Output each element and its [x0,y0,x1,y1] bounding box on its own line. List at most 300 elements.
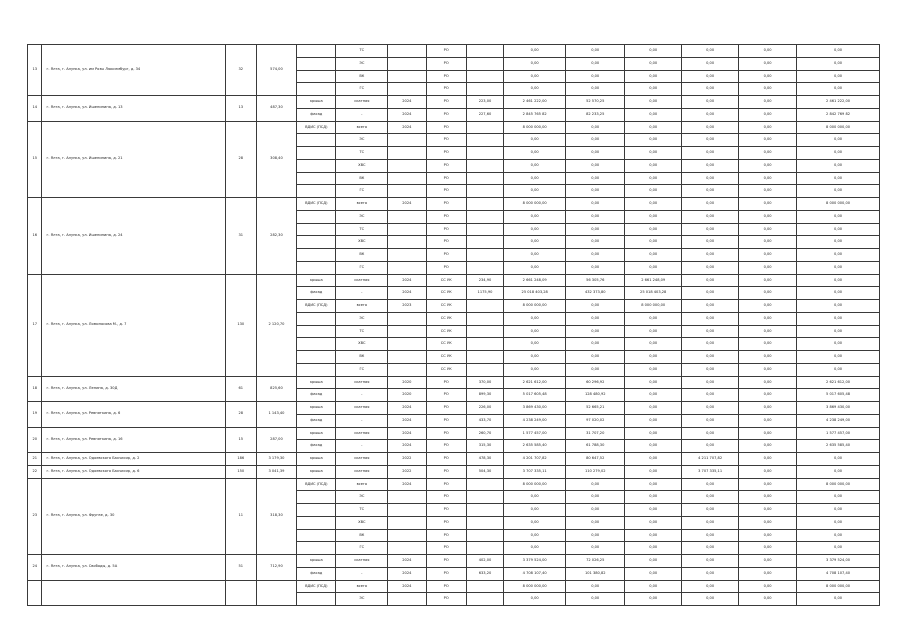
year-cell: 2024 [388,427,426,440]
area-cell: 287,00 [256,427,296,453]
address-cell: г. Ялта, г. Алупка, ул. Одоевского Бахчисир, д. 2 [42,453,225,466]
method-cell: РО [426,70,466,83]
fund-a-cell: 0,00 [625,555,682,568]
method-cell: РО [426,159,466,172]
cost-cell: 3 707 335,11 [504,465,566,478]
fund-a-cell: 0,00 [625,440,682,453]
fund-a-cell: 0,00 [625,236,682,249]
unit-cost-cell: 52 665,21 [566,402,625,415]
volume-cell [466,83,503,96]
cost-cell: 0,00 [504,249,566,262]
method-cell: РО [426,465,466,478]
method-cell: РО [426,516,466,529]
year-cell: 2024 [388,580,426,593]
volume-cell [466,121,503,134]
fund-c-cell: 0,00 [739,185,797,198]
volume-cell [466,147,503,160]
cost-cell: 0,00 [504,210,566,223]
fund-b-cell: 0,00 [682,555,739,568]
apartments-count-cell [225,580,256,606]
fund-b-cell: 0,00 [682,351,739,364]
unit-cost-cell: 0,00 [566,261,625,274]
volume-cell: 899,30 [466,389,503,402]
volume-cell [466,185,503,198]
year-cell: 2023 [388,300,426,313]
work-subtype-cell: ЭС [336,593,388,606]
fund-d-cell: 0,00 [797,300,880,313]
fund-a-cell: 0,00 [625,363,682,376]
work-type-cell: крыша [297,465,336,478]
unit-cost-cell: 31 707,20 [566,427,625,440]
unit-cost-cell: 0,00 [566,363,625,376]
fund-d-cell: 0,00 [797,134,880,147]
fund-d-cell: 4 238 249,00 [797,414,880,427]
work-subtype-cell: всего [336,300,388,313]
method-cell: РО [426,504,466,517]
fund-c-cell: 0,00 [739,249,797,262]
fund-b-cell: 0,00 [682,542,739,555]
unit-cost-cell: 0,00 [566,134,625,147]
work-type-cell [297,83,336,96]
unit-cost-cell: 0,00 [566,147,625,160]
fund-a-cell: 0,00 [625,249,682,262]
apartments-count-cell: 61 [225,376,256,402]
work-type-cell: ВДИС (ПСД) [297,478,336,491]
row-number-cell: 15 [28,121,42,198]
fund-d-cell: 0,00 [797,45,880,58]
fund-b-cell: 0,00 [682,376,739,389]
unit-cost-cell: 0,00 [566,312,625,325]
year-cell [388,83,426,96]
fund-c-cell: 0,00 [739,147,797,160]
address-cell: г. Ялта, г. Алупка, ул. Ишенинина, д. 24 [42,198,225,275]
unit-cost-cell: 56 305,76 [566,274,625,287]
fund-d-cell: 0,00 [797,325,880,338]
unit-cost-cell: 0,00 [566,236,625,249]
volume-cell [466,312,503,325]
fund-a-cell: 0,00 [625,453,682,466]
volume-cell [466,351,503,364]
work-type-cell [297,223,336,236]
year-cell [388,45,426,58]
work-type-cell: крыша [297,376,336,389]
volume-cell: 504,30 [466,465,503,478]
fund-c-cell: 0,00 [739,261,797,274]
fund-c-cell: 0,00 [739,223,797,236]
area-cell: 1 143,40 [256,402,296,428]
unit-cost-cell: 0,00 [566,57,625,70]
fund-b-cell: 0,00 [682,121,739,134]
cost-cell: 0,00 [504,338,566,351]
work-type-cell [297,325,336,338]
work-type-cell: крыша [297,274,336,287]
cost-cell: 0,00 [504,325,566,338]
cost-cell: 0,00 [504,363,566,376]
work-subtype-cell: ЭС [336,57,388,70]
fund-a-cell: 0,00 [625,159,682,172]
fund-d-cell: 0,00 [797,516,880,529]
fund-c-cell: 0,00 [739,83,797,96]
fund-c-cell: 0,00 [739,45,797,58]
fund-c-cell: 0,00 [739,465,797,478]
unit-cost-cell: 0,00 [566,210,625,223]
method-cell: РО [426,555,466,568]
unit-cost-cell: 0,00 [566,198,625,211]
method-cell: РО [426,580,466,593]
address-cell [42,580,225,606]
fund-b-cell: 0,00 [682,478,739,491]
fund-b-cell: 0,00 [682,427,739,440]
method-cell: РО [426,210,466,223]
fund-a-cell: 0,00 [625,198,682,211]
fund-c-cell: 0,00 [739,108,797,121]
unit-cost-cell: 82 233,25 [566,108,625,121]
fund-d-cell: 0,00 [797,542,880,555]
fund-d-cell: 0,00 [797,57,880,70]
fund-a-cell: 0,00 [625,108,682,121]
fund-a-cell: 0,00 [625,504,682,517]
row-number-cell: 19 [28,402,42,428]
cost-cell: 0,00 [504,504,566,517]
fund-b-cell: 0,00 [682,440,739,453]
fund-c-cell: 0,00 [739,96,797,109]
year-cell [388,338,426,351]
fund-d-cell: 0,00 [797,185,880,198]
method-cell: РО [426,249,466,262]
fund-c-cell: 0,00 [739,57,797,70]
year-cell: 2024 [388,478,426,491]
fund-c-cell: 0,00 [739,210,797,223]
work-type-cell: фасад [297,440,336,453]
volume-cell [466,45,503,58]
table-row [28,45,880,58]
fund-d-cell: 2 461 222,00 [797,96,880,109]
work-type-cell: фасад [297,287,336,300]
fund-c-cell: 0,00 [739,580,797,593]
cost-cell: 3 379 524,00 [504,555,566,568]
fund-c-cell: 0,00 [739,172,797,185]
fund-a-cell: 0,00 [625,325,682,338]
volume-cell [466,504,503,517]
work-type-cell [297,504,336,517]
method-cell: СС УК [426,274,466,287]
fund-d-cell: 1 577 457,00 [797,427,880,440]
work-type-cell [297,147,336,160]
work-subtype-cell: ХВС [336,159,388,172]
area-cell: 318,30 [256,478,296,555]
cost-cell: 0,00 [504,159,566,172]
fund-c-cell: 0,00 [739,440,797,453]
volume-cell [466,249,503,262]
fund-a-cell: 0,00 [625,478,682,491]
work-type-cell: фасад [297,414,336,427]
fund-a-cell: 0,00 [625,491,682,504]
work-type-cell [297,363,336,376]
fund-d-cell: 3 379 524,00 [797,555,880,568]
work-subtype-cell: ТС [336,147,388,160]
work-type-cell: крыша [297,453,336,466]
work-subtype-cell: всего [336,580,388,593]
cost-cell: 8 000 000,00 [504,300,566,313]
unit-cost-cell: 0,00 [566,249,625,262]
cost-cell: 4 708 107,40 [504,567,566,580]
year-cell [388,312,426,325]
method-cell: РО [426,108,466,121]
work-type-cell [297,185,336,198]
unit-cost-cell: 0,00 [566,185,625,198]
volume-cell: 478,30 [466,453,503,466]
fund-a-cell: 0,00 [625,83,682,96]
work-subtype-cell: ВК [336,70,388,83]
work-type-cell [297,57,336,70]
fund-c-cell: 0,00 [739,363,797,376]
apartments-count-cell: 15 [225,427,256,453]
fund-b-cell: 0,00 [682,363,739,376]
volume-cell [466,198,503,211]
fund-b-cell: 0,00 [682,402,739,415]
fund-a-cell: 0,00 [625,223,682,236]
fund-b-cell: 0,00 [682,223,739,236]
volume-cell [466,70,503,83]
fund-d-cell: 0,00 [797,70,880,83]
address-cell: г. Ялта, г. Алупка, ул. Одоевского Бахчисир, д. 6 [42,465,225,478]
work-subtype-cell: ХВС [336,236,388,249]
fund-d-cell: 0,00 [797,274,880,287]
cost-cell: 1 577 457,00 [504,427,566,440]
address-cell: г. Ялта, г. Алупка, ул. Ломоносова М., д. 7 [42,274,225,376]
work-type-cell [297,351,336,364]
row-number-cell: 16 [28,198,42,275]
apartments-count-cell: 11 [225,478,256,555]
volume-cell [466,159,503,172]
fund-a-cell: 0,00 [625,402,682,415]
apartments-count-cell: 150 [225,465,256,478]
fund-d-cell: 0,00 [797,312,880,325]
fund-d-cell: 0,00 [797,159,880,172]
area-cell: 825,60 [256,376,296,402]
apartments-count-cell: 51 [225,555,256,581]
fund-d-cell: 0,00 [797,261,880,274]
table-row [28,478,880,491]
fund-b-cell: 0,00 [682,567,739,580]
method-cell: РО [426,478,466,491]
year-cell [388,593,426,606]
method-cell: РО [426,402,466,415]
method-cell: СС УК [426,325,466,338]
work-type-cell: крыша [297,427,336,440]
fund-c-cell: 0,00 [739,453,797,466]
row-number-cell [28,580,42,606]
fund-b-cell: 0,00 [682,325,739,338]
table-row [28,427,880,440]
fund-d-cell: 0,00 [797,453,880,466]
work-type-cell [297,542,336,555]
unit-cost-cell: 80 647,52 [566,453,625,466]
work-subtype-cell: - [336,440,388,453]
work-subtype-cell: скатная [336,274,388,287]
unit-cost-cell: 60 296,92 [566,376,625,389]
cost-cell: 3 869 430,00 [504,402,566,415]
cost-cell: 0,00 [504,529,566,542]
cost-cell: 0,00 [504,261,566,274]
fund-a-cell: 0,00 [625,351,682,364]
work-subtype-cell: ЭС [336,210,388,223]
work-type-cell [297,491,336,504]
fund-b-cell: 0,00 [682,593,739,606]
fund-d-cell: 0,00 [797,223,880,236]
area-cell: 3 179,30 [256,453,296,466]
unit-cost-cell: 0,00 [566,159,625,172]
year-cell: 2022 [388,453,426,466]
fund-d-cell: 0,00 [797,172,880,185]
fund-a-cell: 0,00 [625,389,682,402]
cost-cell: 0,00 [504,223,566,236]
work-subtype-cell: ЭС [336,491,388,504]
unit-cost-cell: 0,00 [566,504,625,517]
year-cell [388,529,426,542]
fund-c-cell: 0,00 [739,567,797,580]
fund-c-cell: 0,00 [739,593,797,606]
address-cell: г. Ялта, г. Алупка, ул. Ревпяткина, д. 16 [42,427,225,453]
cost-cell: 0,00 [504,491,566,504]
work-subtype-cell: ВК [336,249,388,262]
fund-c-cell: 0,00 [739,300,797,313]
work-subtype-cell: ЭС [336,134,388,147]
unit-cost-cell: 0,00 [566,478,625,491]
volume-cell [466,363,503,376]
volume-cell [466,491,503,504]
unit-cost-cell: 128 480,92 [566,389,625,402]
row-number-cell: 24 [28,555,42,581]
work-type-cell [297,134,336,147]
work-type-cell: крыша [297,555,336,568]
work-type-cell [297,516,336,529]
fund-a-cell: 0,00 [625,45,682,58]
fund-b-cell: 0,00 [682,580,739,593]
fund-b-cell: 0,00 [682,57,739,70]
volume-cell [466,338,503,351]
unit-cost-cell: 0,00 [566,351,625,364]
work-subtype-cell: ТС [336,223,388,236]
fund-a-cell: 0,00 [625,96,682,109]
method-cell: РО [426,57,466,70]
method-cell: РО [426,491,466,504]
unit-cost-cell: 432 373,80 [566,287,625,300]
work-type-cell [297,338,336,351]
cost-cell: 8 000 000,00 [504,198,566,211]
year-cell [388,236,426,249]
table-row [28,580,880,593]
fund-a-cell: 0,00 [625,529,682,542]
unit-cost-cell: 61 788,30 [566,440,625,453]
volume-cell [466,134,503,147]
fund-c-cell: 0,00 [739,274,797,287]
fund-d-cell: 5 017 605,48 [797,389,880,402]
unit-cost-cell: 0,00 [566,45,625,58]
address-cell: г. Ялта, г. Алупка, ул. Ишенинина, д. 13 [42,96,225,122]
method-cell: РО [426,96,466,109]
volume-cell: 633,20 [466,567,503,580]
work-type-cell [297,236,336,249]
fund-d-cell: 3 869 430,00 [797,402,880,415]
address-cell: г. Ялта, г. Алупка, ул. Ишенинина, д. 21 [42,121,225,198]
volume-cell: 370,00 [466,376,503,389]
fund-a-cell: 0,00 [625,542,682,555]
year-cell [388,325,426,338]
fund-b-cell: 0,00 [682,249,739,262]
area-cell: 308,40 [256,121,296,198]
year-cell [388,351,426,364]
year-cell [388,134,426,147]
unit-cost-cell: 0,00 [566,593,625,606]
fund-d-cell: 0,00 [797,529,880,542]
method-cell: СС УК [426,351,466,364]
year-cell: 2024 [388,440,426,453]
method-cell: РО [426,440,466,453]
year-cell [388,363,426,376]
fund-b-cell: 0,00 [682,70,739,83]
table-row [28,402,880,415]
fund-a-cell: 0,00 [625,121,682,134]
work-subtype-cell: - [336,108,388,121]
work-subtype-cell: скатная [336,402,388,415]
fund-d-cell: 4 708 107,40 [797,567,880,580]
fund-c-cell: 0,00 [739,236,797,249]
fund-d-cell: 0,00 [797,491,880,504]
work-subtype-cell: ГС [336,185,388,198]
work-type-cell: крыша [297,96,336,109]
work-type-cell [297,261,336,274]
work-type-cell: крыша [297,402,336,415]
table-row [28,96,880,109]
fund-c-cell: 0,00 [739,376,797,389]
row-number-cell: 14 [28,96,42,122]
fund-a-cell: 25 018 403,28 [625,287,682,300]
unit-cost-cell: 101 380,82 [566,567,625,580]
year-cell [388,223,426,236]
cost-cell: 2 661 248,09 [504,274,566,287]
table-row [28,465,880,478]
cost-cell: 0,00 [504,542,566,555]
method-cell: РО [426,389,466,402]
fund-a-cell: 0,00 [625,261,682,274]
apartments-count-cell: 130 [225,274,256,376]
method-cell: РО [426,147,466,160]
fund-a-cell: 0,00 [625,338,682,351]
method-cell: СС УК [426,300,466,313]
cost-cell: 2 461 222,00 [504,96,566,109]
work-subtype-cell: - [336,567,388,580]
volume-cell [466,172,503,185]
unit-cost-cell: 97 020,02 [566,414,625,427]
fund-d-cell: 2 635 585,40 [797,440,880,453]
table-row [28,121,880,134]
unit-cost-cell: 0,00 [566,516,625,529]
fund-c-cell: 0,00 [739,198,797,211]
apartments-count-cell: 32 [225,45,256,96]
fund-a-cell: 8 000 000,00 [625,300,682,313]
work-type-cell [297,70,336,83]
fund-a-cell: 0,00 [625,516,682,529]
apartments-count-cell: 13 [225,96,256,122]
work-subtype-cell: ГС [336,83,388,96]
fund-b-cell: 0,00 [682,274,739,287]
area-cell: 282,30 [256,198,296,275]
unit-cost-cell: 72 026,25 [566,555,625,568]
capital-repair-table [27,44,880,606]
volume-cell: 402,00 [466,555,503,568]
work-type-cell [297,529,336,542]
